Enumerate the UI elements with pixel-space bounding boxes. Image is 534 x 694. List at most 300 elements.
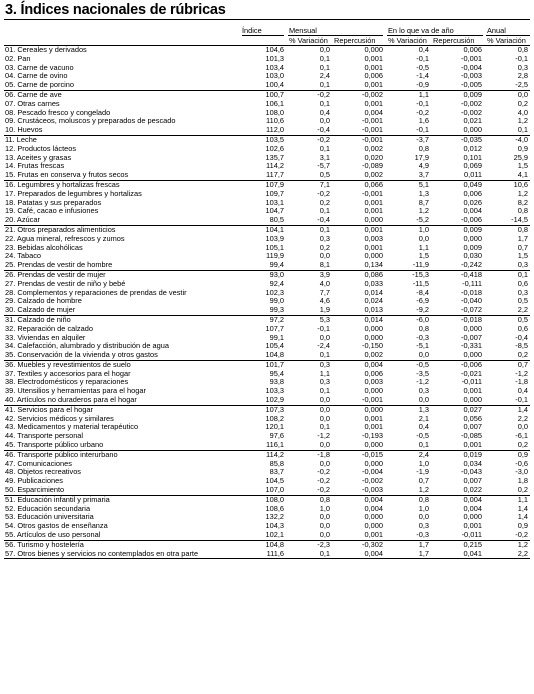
anual-variacion-value: -0,6: [515, 459, 528, 468]
indice-value: 100,4: [265, 81, 284, 90]
rubrica-name: 57. Otros bienes y servicios no contemplados en otra parte: [4, 550, 242, 559]
table-row: [4, 396, 530, 405]
anyo-repercusion-value: 0,000: [463, 396, 482, 405]
indice-value: 112,0: [266, 126, 284, 135]
mensual-variacion-value: 0,1: [286, 225, 332, 234]
anyo-variacion-value: -6,9: [416, 297, 429, 306]
indice-value: 103,3: [265, 387, 284, 396]
anual-variacion-value: 1,2: [517, 117, 528, 126]
indice-value: 104,3: [265, 522, 284, 531]
rubrica-name: 53. Educación universitaria: [5, 513, 94, 522]
anyo-variacion-value: 1,6: [418, 117, 429, 126]
anual-variacion-value: 0,8: [517, 207, 528, 216]
table-row: [4, 315, 530, 324]
anyo-variacion-value: 1,2: [418, 486, 429, 495]
mensual-repercusion-value: 0,001: [364, 99, 383, 108]
anyo-repercusion-value: -0,018: [431, 315, 484, 324]
table-row: [4, 378, 530, 387]
anual-variacion-value: 10,6: [484, 180, 530, 189]
anyo-repercusion-value: -0,242: [461, 261, 482, 270]
mensual-repercusion-value: 0,001: [364, 63, 383, 72]
mensual-variacion-value: 2,4: [319, 72, 330, 81]
anual-variacion-value: 2,2: [517, 414, 528, 423]
anyo-repercusion-value: 0,101: [463, 153, 482, 162]
anyo-variacion-value: -0,1: [416, 126, 429, 135]
anual-variacion-value: -4,0: [484, 135, 530, 144]
rubrica-name: 21. Otros preparados alimenticios: [4, 225, 242, 234]
anyo-variacion-value: -5,2: [416, 216, 429, 225]
anyo-variacion-value: 0,0: [418, 234, 429, 243]
table-row: [4, 351, 530, 360]
rubrica-name: 15. Frutas en conserva y frutos secos: [5, 171, 129, 180]
mensual-variacion-value: 1,0: [319, 504, 330, 513]
rubrica-name: 36. Muebles y revestimientos de suelo: [4, 360, 242, 369]
mensual-variacion-value: 0,3: [286, 360, 332, 369]
rubrica-name: 22. Agua mineral, refrescos y zumos: [5, 234, 125, 243]
mensual-variacion-value: 0,1: [319, 351, 330, 360]
anyo-variacion-value: -9,2: [416, 306, 429, 315]
indice-value: 114,2: [266, 162, 284, 171]
mensual-variacion-value: 0,5: [319, 171, 330, 180]
rubrica-name: 05. Carne de porcino: [5, 81, 75, 90]
mensual-repercusion-value: 0,004: [364, 504, 383, 513]
mensual-repercusion-value: -0,001: [362, 126, 383, 135]
rubrica-name: 28. Complementos y reparaciones de prendas de vestir: [5, 288, 187, 297]
anual-variacion-value: 0,8: [484, 225, 530, 234]
mensual-repercusion-value: 0,000: [364, 387, 383, 396]
anyo-variacion-value: 2,1: [418, 414, 429, 423]
table-row: [4, 270, 530, 279]
mensual-variacion-value: 0,0: [319, 252, 330, 261]
anyo-repercusion-value: 0,009: [431, 90, 484, 99]
anyo-variacion-value: 0,8: [385, 495, 431, 504]
table-row: [4, 468, 530, 477]
mensual-repercusion-value: 0,003: [364, 378, 383, 387]
table-row: [4, 81, 530, 90]
mensual-variacion-value: -1,8: [286, 450, 332, 459]
anual-variacion-value: 1,7: [517, 234, 528, 243]
indice-value: 93,8: [269, 378, 284, 387]
rubrica-name: 13. Aceites y grasas: [5, 153, 72, 162]
rubrica-name: 07. Otras carnes: [5, 99, 60, 108]
table-row: [4, 135, 530, 144]
table-row: [4, 64, 530, 73]
anyo-repercusion-value: -0,021: [461, 369, 482, 378]
rubrica-name: 09. Crustáceos, moluscos y preparados de pescado: [5, 117, 176, 126]
anyo-variacion-value: -0,5: [416, 432, 429, 441]
anyo-repercusion-value: 0,026: [463, 198, 482, 207]
table-row: [4, 342, 530, 351]
table-row: [4, 477, 530, 486]
anual-variacion-value: 0,1: [484, 270, 530, 279]
rubrica-name: 18. Patatas y sus preparados: [5, 198, 102, 207]
anual-variacion-value: 1,4: [484, 405, 530, 414]
anyo-variacion-value: -8,4: [416, 288, 429, 297]
rubrica-name: 42. Servicios médicos y similares: [5, 414, 114, 423]
indice-value: 99,4: [269, 261, 284, 270]
table-row: [4, 154, 530, 163]
mensual-variacion-value: 8,1: [319, 261, 330, 270]
indice-value: 119,9: [266, 252, 284, 261]
anyo-variacion-value: -1,2: [416, 378, 429, 387]
anyo-variacion-value: 0,3: [418, 387, 429, 396]
indice-value: 97,2: [242, 315, 286, 324]
indice-value: 108,0: [242, 495, 286, 504]
table-row: [4, 55, 530, 64]
anyo-repercusion-value: -0,085: [461, 432, 482, 441]
indice-value: 101,3: [265, 54, 284, 63]
anyo-variacion-value: -5,1: [416, 342, 429, 351]
mensual-repercusion-value: 0,014: [364, 288, 383, 297]
indice-value: 116,1: [266, 441, 284, 450]
table-row: [4, 513, 530, 522]
anyo-variacion-value: 0,4: [418, 423, 429, 432]
indice-value: 99,0: [269, 297, 284, 306]
anyo-repercusion-value: 0,001: [463, 387, 482, 396]
anual-variacion-value: 0,5: [484, 315, 530, 324]
rubrica-name: 43. Medicamentos y material terapéutico: [5, 423, 139, 432]
anyo-repercusion-value: 0,004: [431, 495, 484, 504]
anyo-variacion-value: 0,8: [418, 324, 429, 333]
mensual-repercusion-value: 0,000: [364, 459, 383, 468]
anyo-repercusion-value: 0,011: [464, 171, 482, 180]
mensual-repercusion-value: 0,001: [364, 243, 383, 252]
indice-value: 92,4: [269, 279, 284, 288]
anual-variacion-value: -1,2: [515, 369, 528, 378]
indice-value: 103,9: [265, 234, 284, 243]
anyo-repercusion-value: -0,072: [461, 306, 482, 315]
rubrica-name: 19. Café, cacao e infusiones: [5, 207, 99, 216]
table-row: [4, 432, 530, 441]
anyo-repercusion-value: -0,043: [461, 468, 482, 477]
indice-value: 107,7: [265, 324, 284, 333]
rubrica-name: 56. Turismo y hostelería: [4, 540, 242, 549]
anual-variacion-value: 0,8: [484, 46, 530, 55]
table-row: [4, 441, 530, 450]
anyo-repercusion-value: 0,001: [463, 441, 482, 450]
anyo-repercusion-value: -0,003: [461, 72, 482, 81]
header-rule-indice: [242, 35, 284, 36]
rubrica-name: 23. Bebidas alcohólicas: [5, 243, 83, 252]
mensual-repercusion-value: 0,033: [364, 279, 383, 288]
anual-variacion-value: 2,2: [517, 306, 528, 315]
mensual-repercusion-value: 0,002: [364, 171, 383, 180]
table-row: [4, 522, 530, 531]
mensual-variacion-value: 0,2: [319, 198, 330, 207]
anyo-variacion-value: 1,1: [418, 243, 429, 252]
mensual-variacion-value: 1,1: [319, 369, 330, 378]
mensual-variacion-value: 0,1: [319, 387, 330, 396]
anyo-repercusion-value: -0,011: [461, 378, 482, 387]
rubrica-name: 02. Pan: [5, 54, 31, 63]
header-anyo: En lo que va de año: [388, 26, 454, 35]
anyo-variacion-value: -0,1: [416, 54, 429, 63]
mensual-variacion-value: 0,0: [319, 333, 330, 342]
mensual-variacion-value: -0,4: [317, 126, 330, 135]
anual-variacion-value: 25,9: [513, 153, 528, 162]
anyo-variacion-value: 1,7: [385, 540, 431, 549]
mensual-repercusion-value: 0,002: [364, 144, 383, 153]
table-row: [4, 423, 530, 432]
anyo-variacion-value: 1,0: [418, 459, 429, 468]
indice-value: 104,6: [242, 46, 286, 55]
anual-variacion-value: -0,4: [515, 333, 528, 342]
anyo-repercusion-value: 0,022: [463, 486, 482, 495]
anual-variacion-value: -0,2: [515, 531, 528, 540]
mensual-repercusion-value: 0,086: [332, 270, 385, 279]
rubrica-name: 50. Esparcimiento: [5, 486, 65, 495]
anyo-repercusion-value: 0,006: [463, 189, 482, 198]
mensual-variacion-value: -0,2: [317, 477, 330, 486]
anyo-repercusion-value: 0,027: [431, 405, 484, 414]
rubrica-name: 16. Legumbres y hortalizas frescas: [4, 180, 242, 189]
indice-value: 97,6: [269, 432, 284, 441]
anyo-repercusion-value: -0,011: [461, 531, 482, 540]
rubrica-name: 12. Productos lácteos: [5, 144, 77, 153]
anyo-variacion-value: 1,3: [418, 189, 429, 198]
mensual-variacion-value: -5,7: [317, 162, 330, 171]
anyo-repercusion-value: 0,000: [463, 513, 482, 522]
mensual-variacion-value: -2,3: [286, 540, 332, 549]
mensual-variacion-value: 0,2: [319, 243, 330, 252]
rubrica-name: 54. Otros gastos de enseñanza: [5, 522, 108, 531]
anyo-variacion-value: -3,7: [385, 135, 431, 144]
anyo-variacion-value: 1,1: [385, 90, 431, 99]
indice-value: 80,5: [269, 216, 284, 225]
indice-value: 108,6: [265, 504, 284, 513]
anyo-repercusion-value: -0,331: [461, 342, 482, 351]
mensual-variacion-value: 0,3: [319, 234, 330, 243]
mensual-variacion-value: 0,0: [319, 414, 330, 423]
anual-variacion-value: -14,5: [511, 216, 528, 225]
anyo-repercusion-value: 0,004: [463, 207, 482, 216]
anyo-repercusion-value: 0,000: [463, 351, 482, 360]
table-row: [4, 207, 530, 216]
table-row: [4, 225, 530, 234]
table-row: [4, 109, 530, 118]
indice-value: 117,7: [266, 171, 284, 180]
mensual-variacion-value: -0,2: [317, 468, 330, 477]
anual-variacion-value: -1,8: [515, 378, 528, 387]
anyo-variacion-value: -15,3: [385, 270, 431, 279]
anyo-variacion-value: -0,9: [416, 81, 429, 90]
table-row: [4, 145, 530, 154]
anyo-variacion-value: -11,9: [412, 261, 429, 270]
table-row: [4, 117, 530, 126]
anyo-variacion-value: 0,7: [418, 477, 429, 486]
anual-variacion-value: 0,2: [517, 351, 528, 360]
indice-value: 135,7: [265, 153, 284, 162]
rubrica-name: 35. Conservación de la vivienda y otros gastos: [5, 351, 158, 360]
mensual-variacion-value: 0,0: [319, 459, 330, 468]
indice-value: 111,6: [242, 550, 286, 559]
anyo-repercusion-value: 0,007: [463, 477, 482, 486]
indice-value: 108,2: [265, 414, 284, 423]
anyo-variacion-value: 0,0: [418, 513, 429, 522]
table-row: [4, 190, 530, 199]
anyo-repercusion-value: 0,049: [431, 180, 484, 189]
mensual-repercusion-value: 0,134: [364, 261, 383, 270]
indice-value: 102,6: [265, 144, 284, 153]
table-row: [4, 280, 530, 289]
anyo-repercusion-value: 0,000: [463, 324, 482, 333]
anyo-repercusion-value: 0,009: [463, 243, 482, 252]
table-row: [4, 261, 530, 270]
anual-variacion-value: 4,0: [517, 108, 528, 117]
anyo-variacion-value: 3,7: [418, 171, 429, 180]
indice-value: 99,1: [269, 333, 284, 342]
rubrica-name: 44. Transporte personal: [5, 432, 84, 441]
mensual-variacion-value: 0,0: [286, 46, 332, 55]
anyo-repercusion-value: -0,111: [462, 279, 482, 288]
anual-variacion-value: 0,1: [517, 126, 528, 135]
anyo-repercusion-value: 0,004: [463, 504, 482, 513]
anual-variacion-value: 1,2: [484, 540, 530, 549]
anual-variacion-value: 4,1: [517, 171, 528, 180]
rubrica-name: 37. Textiles y accesorios para el hogar: [5, 369, 131, 378]
anyo-variacion-value: 1,0: [385, 225, 431, 234]
rubrica-name: 49. Publicaciones: [5, 477, 63, 486]
indice-value: 107,3: [242, 405, 286, 414]
mensual-repercusion-value: 0,004: [332, 360, 385, 369]
mensual-repercusion-value: 0,000: [332, 46, 385, 55]
mensual-variacion-value: 3,9: [286, 270, 332, 279]
anyo-repercusion-value: -0,005: [461, 81, 482, 90]
anual-variacion-value: 0,5: [517, 297, 528, 306]
anual-variacion-value: 0,9: [517, 522, 528, 531]
mensual-repercusion-value: 0,001: [364, 531, 383, 540]
indice-value: 104,7: [265, 207, 284, 216]
table-row: [4, 495, 530, 504]
rubrica-name: 38. Electrodomésticos y reparaciones: [5, 378, 129, 387]
anyo-variacion-value: 8,7: [418, 198, 429, 207]
mensual-variacion-value: -0,1: [317, 324, 330, 333]
anual-variacion-value: 0,2: [517, 99, 528, 108]
rubrica-name: 51. Educación infantil y primaria: [4, 495, 242, 504]
anyo-repercusion-value: -0,002: [461, 99, 482, 108]
mensual-repercusion-value: 0,001: [364, 54, 383, 63]
mensual-variacion-value: 0,1: [319, 81, 330, 90]
table-row: [4, 235, 530, 244]
mensual-repercusion-value: 0,000: [364, 522, 383, 531]
indice-value: 103,5: [242, 135, 286, 144]
mensual-variacion-value: 0,8: [286, 495, 332, 504]
anual-variacion-value: 8,2: [517, 198, 528, 207]
indice-value: 104,5: [265, 477, 284, 486]
table-row: [4, 100, 530, 109]
rubrica-name: 29. Calzado de hombre: [5, 297, 82, 306]
mensual-variacion-value: 5,3: [286, 315, 332, 324]
mensual-variacion-value: 4,6: [319, 297, 330, 306]
mensual-repercusion-value: 0,000: [332, 405, 385, 414]
mensual-repercusion-value: 0,004: [332, 550, 385, 559]
table-row: [4, 199, 530, 208]
anyo-variacion-value: -1,4: [416, 72, 429, 81]
mensual-repercusion-value: 0,004: [364, 108, 383, 117]
mensual-repercusion-value: 0,014: [332, 315, 385, 324]
mensual-repercusion-value: 0,001: [364, 207, 383, 216]
anyo-repercusion-value: -0,035: [431, 135, 484, 144]
indice-value: 103,4: [265, 63, 284, 72]
anual-variacion-value: -8,5: [515, 342, 528, 351]
rubrica-name: 24. Tabaco: [5, 252, 42, 261]
indice-value: 104,8: [242, 540, 286, 549]
table-row: [4, 297, 530, 306]
rubrica-name: 47. Comunicaciones: [5, 459, 72, 468]
indice-value: 103,0: [265, 72, 284, 81]
anual-variacion-value: 0,9: [484, 450, 530, 459]
mensual-variacion-value: 0,0: [319, 531, 330, 540]
anyo-variacion-value: -0,3: [416, 531, 429, 540]
anyo-variacion-value: 0,3: [418, 522, 429, 531]
anual-variacion-value: 0,2: [517, 441, 528, 450]
table-row: [4, 90, 530, 99]
mensual-variacion-value: 1,9: [319, 306, 330, 315]
anyo-repercusion-value: 0,069: [463, 162, 482, 171]
mensual-variacion-value: 0,0: [319, 513, 330, 522]
anual-variacion-value: -2,5: [515, 81, 528, 90]
table-row: [4, 505, 530, 514]
mensual-repercusion-value: 0,001: [364, 423, 383, 432]
rubrica-name: 17. Preparados de legumbres y hortalizas: [5, 189, 142, 198]
indice-value: 95,4: [269, 369, 284, 378]
anual-variacion-value: -6,1: [515, 432, 528, 441]
mensual-variacion-value: -0,2: [317, 189, 330, 198]
anual-variacion-value: -3,0: [515, 468, 528, 477]
mensual-repercusion-value: -0,004: [362, 468, 383, 477]
anyo-repercusion-value: 0,034: [463, 459, 482, 468]
anyo-variacion-value: -0,3: [416, 333, 429, 342]
mensual-repercusion-value: -0,015: [332, 450, 385, 459]
rubrica-name: 08. Pescado fresco y congelado: [5, 108, 111, 117]
rubrica-name: 40. Artículos no duraderos para el hogar: [5, 396, 137, 405]
mensual-repercusion-value: 0,002: [364, 351, 383, 360]
table-row: [4, 126, 530, 135]
anual-variacion-value: 1,4: [517, 513, 528, 522]
anyo-variacion-value: 1,0: [418, 504, 429, 513]
anual-variacion-value: 2,2: [484, 550, 530, 559]
rubrica-name: 55. Artículos de uso personal: [5, 531, 101, 540]
indice-value: 110,6: [266, 117, 284, 126]
indice-value: 107,9: [242, 180, 286, 189]
header-mensual: Mensual: [289, 26, 317, 35]
anyo-repercusion-value: 0,000: [463, 234, 482, 243]
anyo-variacion-value: -1,9: [416, 468, 429, 477]
anual-variacion-value: 1,4: [517, 504, 528, 513]
anyo-variacion-value: -0,2: [416, 108, 429, 117]
table-row: [4, 450, 530, 459]
mensual-variacion-value: 7,1: [286, 180, 332, 189]
anual-variacion-value: 0,0: [484, 90, 530, 99]
table-row: [4, 72, 530, 81]
header-anual: Anual: [487, 26, 506, 35]
mensual-variacion-value: 0,0: [319, 522, 330, 531]
mensual-repercusion-value: 0,000: [364, 216, 383, 225]
table-row: [4, 289, 530, 298]
indice-value: 102,3: [265, 288, 284, 297]
mensual-repercusion-value: 0,004: [332, 495, 385, 504]
table-row: [4, 252, 530, 261]
rubrica-name: 39. Utensilios y herramientas para el hogar: [5, 387, 146, 396]
rubrica-name: 10. Huevos: [5, 126, 43, 135]
mensual-repercusion-value: 0,024: [364, 297, 383, 306]
anyo-variacion-value: 4,9: [418, 162, 429, 171]
rubrica-name: 48. Objetos recreativos: [5, 468, 81, 477]
anyo-variacion-value: 0,8: [418, 144, 429, 153]
mensual-variacion-value: 0,0: [319, 396, 330, 405]
anyo-variacion-value: 0,0: [418, 396, 429, 405]
table-row: [4, 540, 530, 549]
